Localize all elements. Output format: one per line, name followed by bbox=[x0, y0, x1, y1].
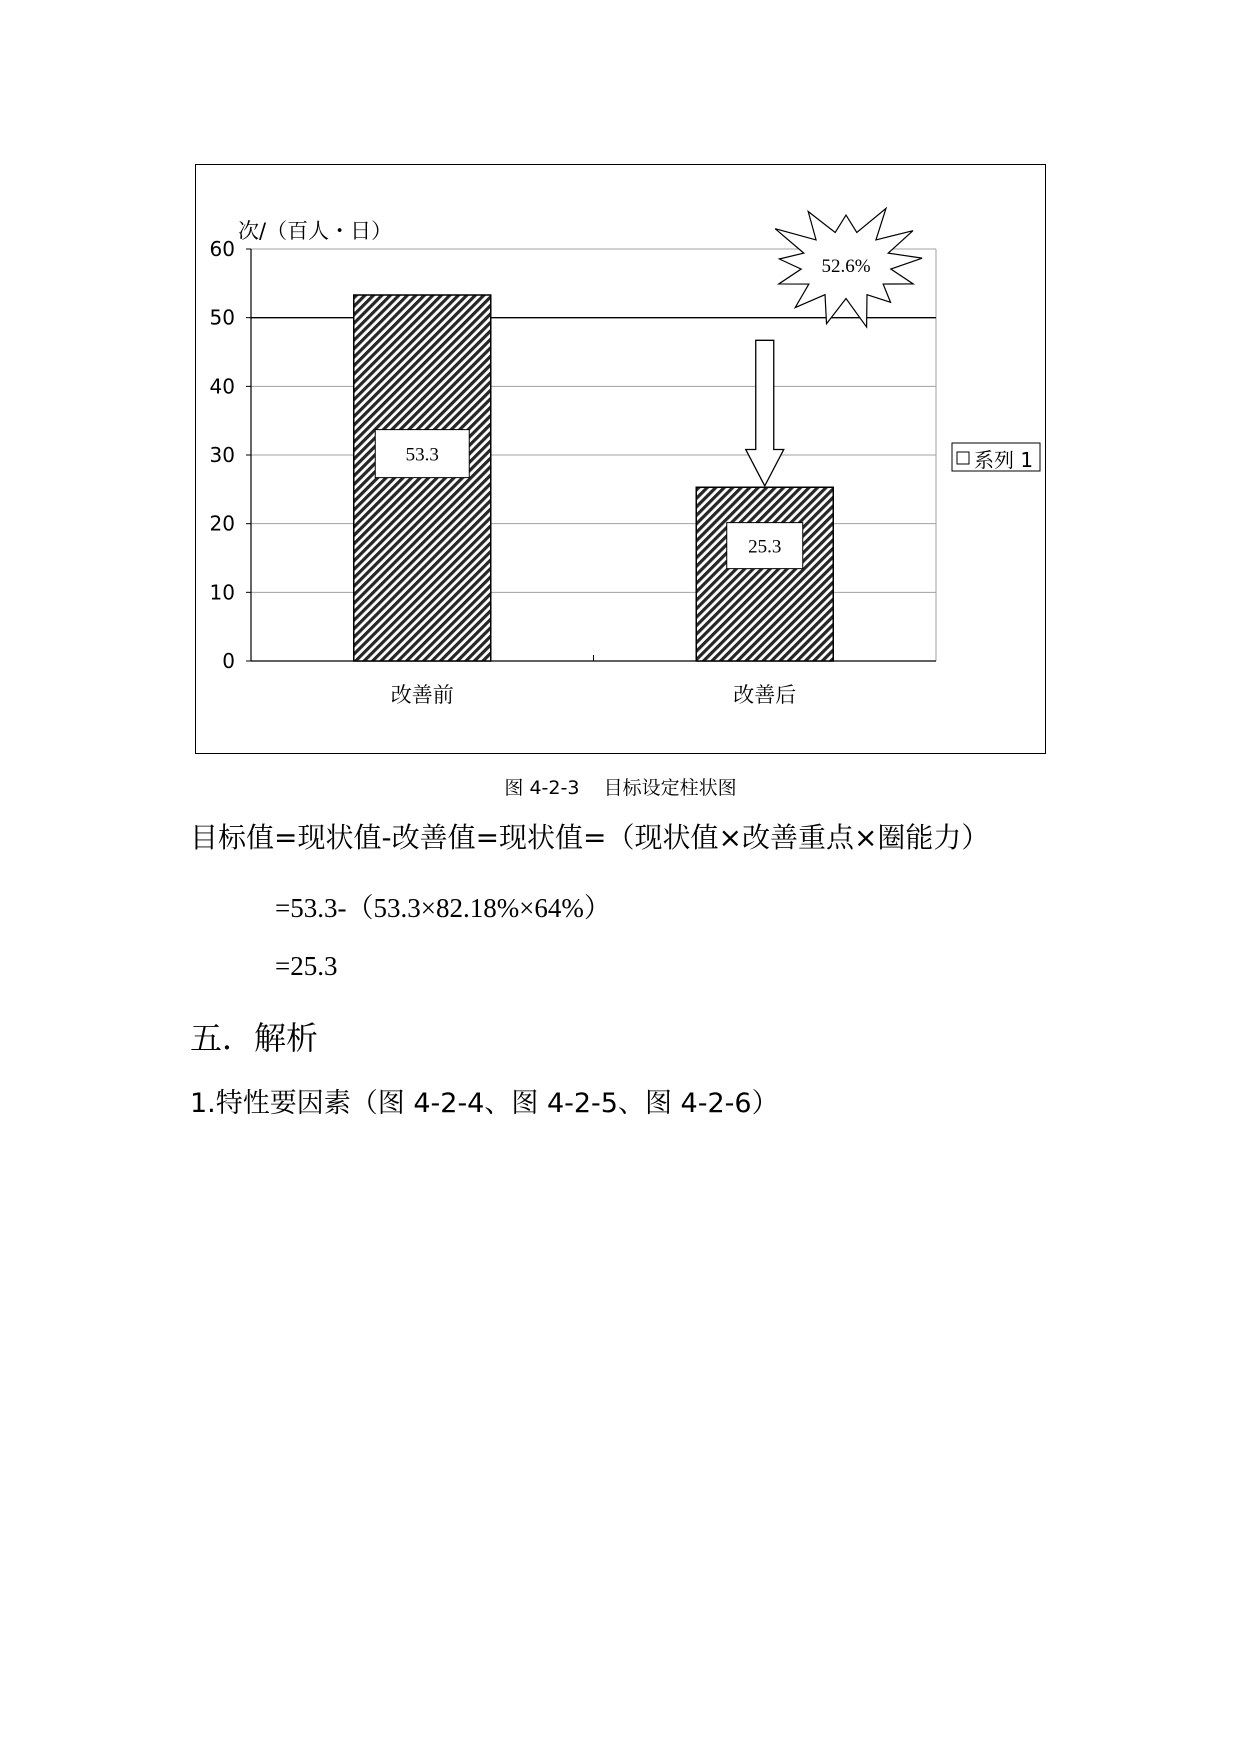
data-label: 25.3 bbox=[748, 536, 782, 558]
percent-annotation: 52.6% bbox=[821, 256, 871, 277]
y-axis-label: 次/（百人・日） bbox=[238, 219, 393, 243]
x-tick-label: 改善前 bbox=[390, 683, 454, 707]
y-tick-label: 0 bbox=[222, 649, 235, 673]
chart-frame bbox=[195, 164, 1046, 754]
y-tick-label: 40 bbox=[209, 374, 235, 399]
legend-swatch bbox=[957, 452, 969, 464]
data-label: 53.3 bbox=[405, 444, 439, 466]
calculation-line: =53.3-（53.3×82.18%×64%） bbox=[275, 893, 611, 923]
figure-caption: 图 4-2-3 目标设定柱状图 bbox=[504, 777, 737, 799]
section-heading: 五．解析 bbox=[190, 1019, 319, 1057]
bar-chart bbox=[196, 165, 1045, 753]
factor-list-line: 1.特性要因素（图 4-2-4、图 4-2-5、图 4-2-6） bbox=[190, 1088, 779, 1119]
y-tick-label: 20 bbox=[209, 511, 235, 536]
legend-label: 系列 1 bbox=[974, 448, 1034, 472]
calculation-result: =25.3 bbox=[275, 951, 338, 981]
y-tick-label: 50 bbox=[209, 305, 235, 330]
y-tick-label: 10 bbox=[209, 580, 235, 605]
y-tick-label: 60 bbox=[209, 237, 235, 261]
bar bbox=[696, 487, 833, 661]
y-tick-label: 30 bbox=[209, 443, 235, 467]
down-arrow bbox=[746, 340, 784, 486]
x-tick-label: 改善后 bbox=[733, 683, 797, 707]
formula-text: 目标值=现状值-改善值=现状值=（现状值×改善重点×圈能力） bbox=[190, 821, 990, 854]
